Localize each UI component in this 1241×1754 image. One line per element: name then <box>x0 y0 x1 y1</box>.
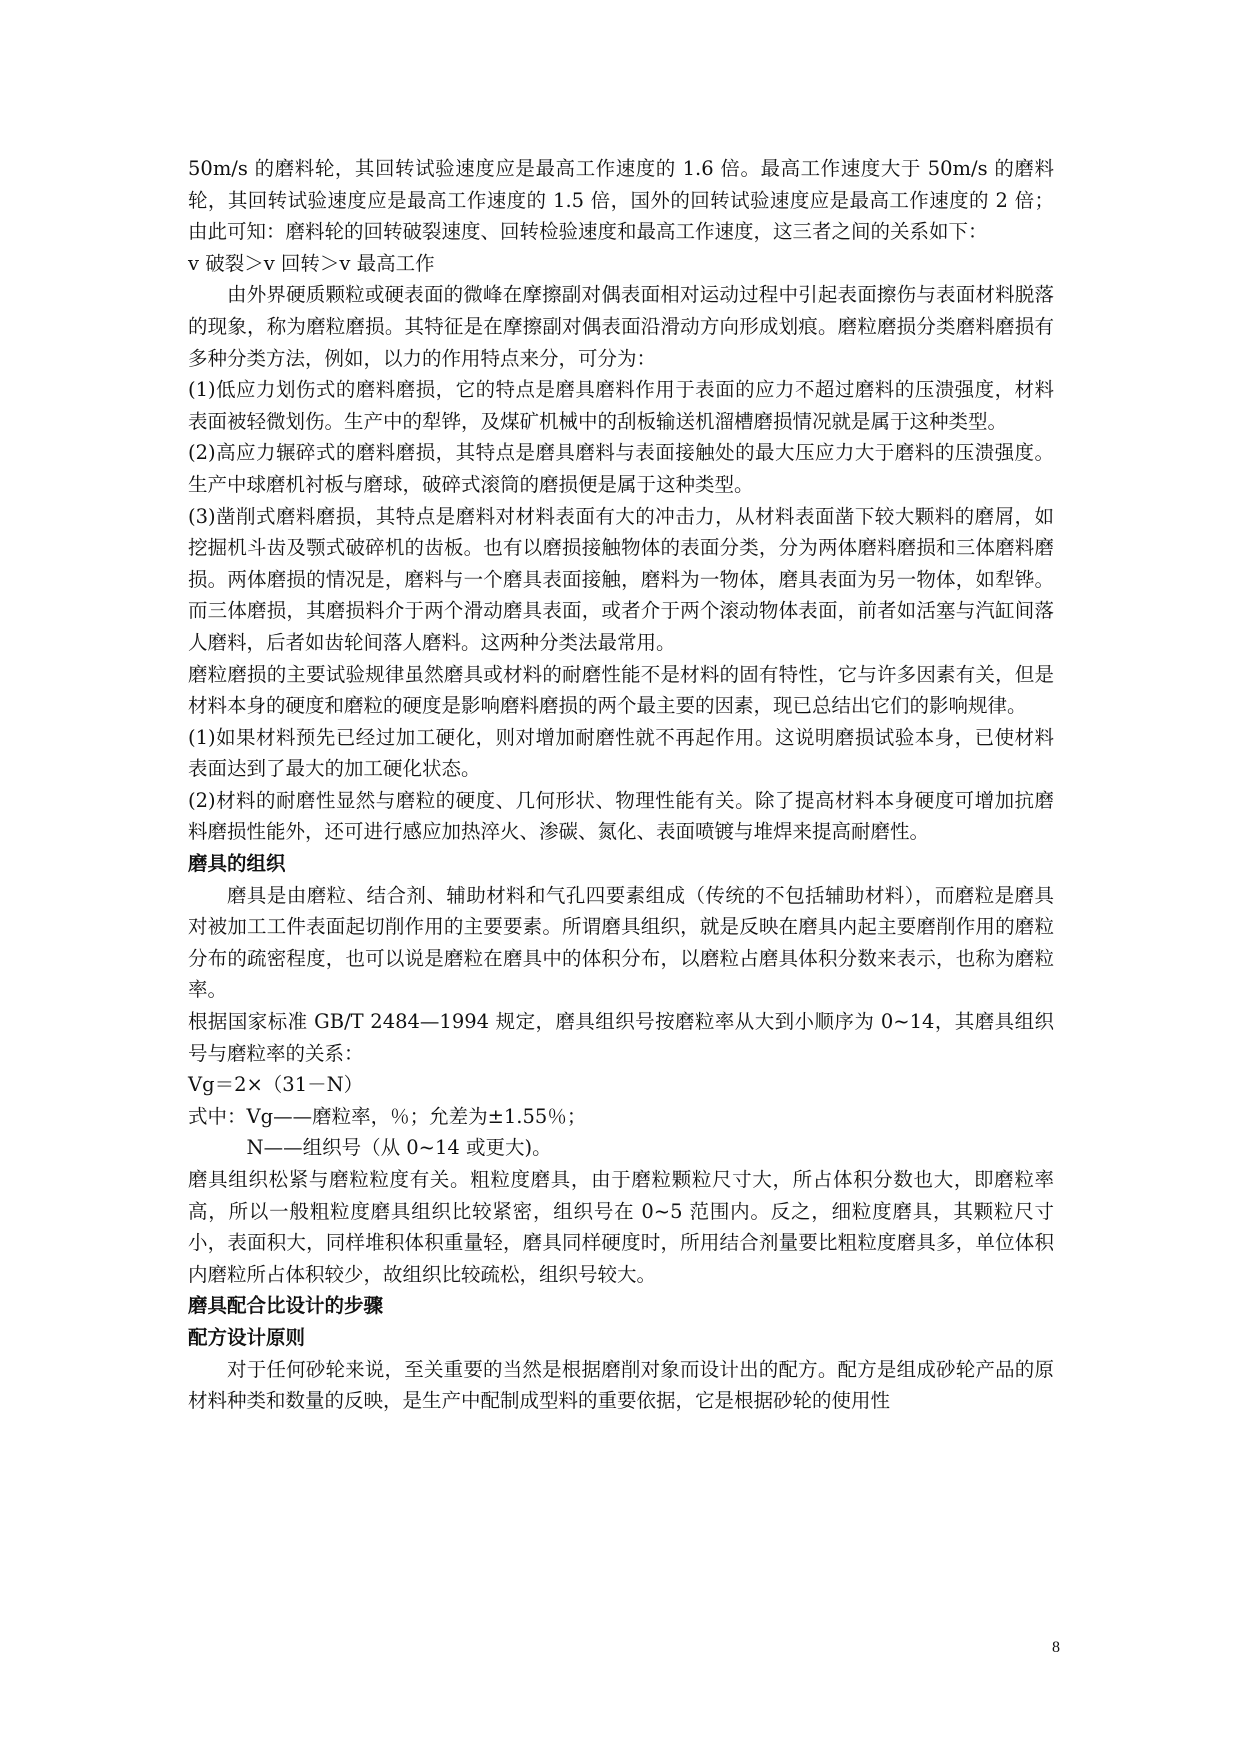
paragraph: 对于任何砂轮来说，至关重要的当然是根据磨削对象而设计出的配方。配方是组成砂轮产品的原材料种类和数量的反映，是生产中配制成型料的重要依据，它是根据砂轮的使用性 <box>188 1357 1054 1413</box>
paragraph: 由外界硬质颗粒或硬表面的微峰在摩擦副对偶表面相对运动过程中引起表面擦伤与表面材料脱落的现象，称为磨粒磨损。其特征是在摩擦副对偶表面沿滑动方向形成划痕。磨粒磨损分类磨料磨损有多种分类方法，例如，以力的作用特点来分，可分为： <box>188 283 1054 370</box>
paragraph: 根据国家标准 GB/T 2484—1994 规定，磨具组织号按磨粒率从大到小顺序为 0~14，其磨具组织号与磨粒率的关系： <box>188 1010 1054 1065</box>
paragraph: 50m/s 的磨料轮，其回转试验速度应是最高工作速度的 1.6 倍。最高工作速度大于 50m/s 的磨料轮，其回转试验速度应是最高工作速度的 1.5 倍，国外的回转试验速度应是最高工作速度的 2 倍；由此可知：磨料轮的回转破裂速度、回转检验速度和最高工作速度，这三者之间的关系如下： <box>188 157 1054 244</box>
paragraph: 磨粒磨损的主要试验规律虽然磨具或材料的耐磨性能不是材料的固有特性，它与许多因素有关，但是材料本身的硬度和磨粒的硬度是影响磨料磨损的两个最主要的因素，现已总结出它们的影响规律。 <box>188 662 1054 718</box>
list-item: (3)凿削式磨料磨损，其特点是磨料对材料表面有大的冲击力，从材料表面凿下较大颗料的磨屑，如挖掘机斗齿及颚式破碎机的齿板。也有以磨损接触物体的表面分类，分为两体磨料磨损和三体磨料磨损。两体磨损的情况是，磨料与一个磨具表面接触，磨料为一物体，磨具表面为另一物体，如犁铧。而三体磨损，其磨损料介于两个滑动磨具表面，或者介于两个滚动物体表面，前者如活塞与汽缸间落人磨料，后者如齿轮间落人磨料。这两种分类法最常用。 <box>188 504 1054 654</box>
section-heading: 磨具配合比设计的步骤 <box>188 1294 384 1318</box>
paragraph: 磨具是由磨粒、结合剂、辅助材料和气孔四要素组成（传统的不包括辅助材料），而磨粒是磨具对被加工工件表面起切削作用的主要要素。所谓磨具组织，就是反映在磨具内起主要磨削作用的磨粒分布的疏密程度，也可以说是磨粒在磨具中的体积分布，以磨粒占磨具体积分数来表示，也称为磨粒率。 <box>188 883 1054 1002</box>
formula-definition: N——组织号（从 0~14 或更大)。 <box>246 1136 552 1160</box>
list-item: (1)低应力划伤式的磨料磨损，它的特点是磨具磨料作用于表面的应力不超过磨料的压溃强度，材料表面被轻微划伤。生产中的犁铧，及煤矿机械中的刮板输送机溜槽磨损情况就是属于这种类型。 <box>188 378 1054 433</box>
page-number: 8 <box>1052 1639 1060 1656</box>
section-heading: 磨具的组织 <box>188 852 286 876</box>
formula-definition: 式中：Vg——磨粒率，％；允差为±1.55％； <box>188 1104 587 1128</box>
formula-line: Vg＝2×（31－N） <box>188 1073 364 1097</box>
list-item: (2)高应力辗碎式的磨料磨损，其特点是磨具磨料与表面接触处的最大压应力大于磨料的压溃强度。生产中球磨机衬板与磨球，破碎式滚筒的磨损便是属于这种类型。 <box>188 441 1054 496</box>
formula-line: v 破裂＞v 回转＞v 最高工作 <box>188 251 435 275</box>
section-heading: 配方设计原则 <box>188 1325 306 1349</box>
list-item: (1)如果材料预先已经过加工硬化，则对增加耐磨性就不再起作用。这说明磨损试验本身，已使材料表面达到了最大的加工硬化状态。 <box>188 725 1054 781</box>
body-text <box>188 153 1054 1417</box>
paragraph: 磨具组织松紧与磨粒粒度有关。粗粒度磨具，由于磨粒颗粒尺寸大，所占体积分数也大，即磨粒率高，所以一般粗粒度磨具组织比较紧密，组织号在 0~5 范围内。反之，细粒度磨具，其颗粒尺寸小，表面积大，同样堆积体积重量轻，磨具同样硬度时，所用结合剂量要比粗粒度磨具多，单位体积内磨粒所占体积较少，故组织比较疏松，组织号较大。 <box>188 1168 1054 1286</box>
list-item: (2)材料的耐磨性显然与磨粒的硬度、几何形状、物理性能有关。除了提高材料本身硬度可增加抗磨料磨损性能外，还可进行感应加热淬火、渗碳、氮化、表面喷镀与堆焊来提高耐磨性。 <box>188 788 1054 844</box>
